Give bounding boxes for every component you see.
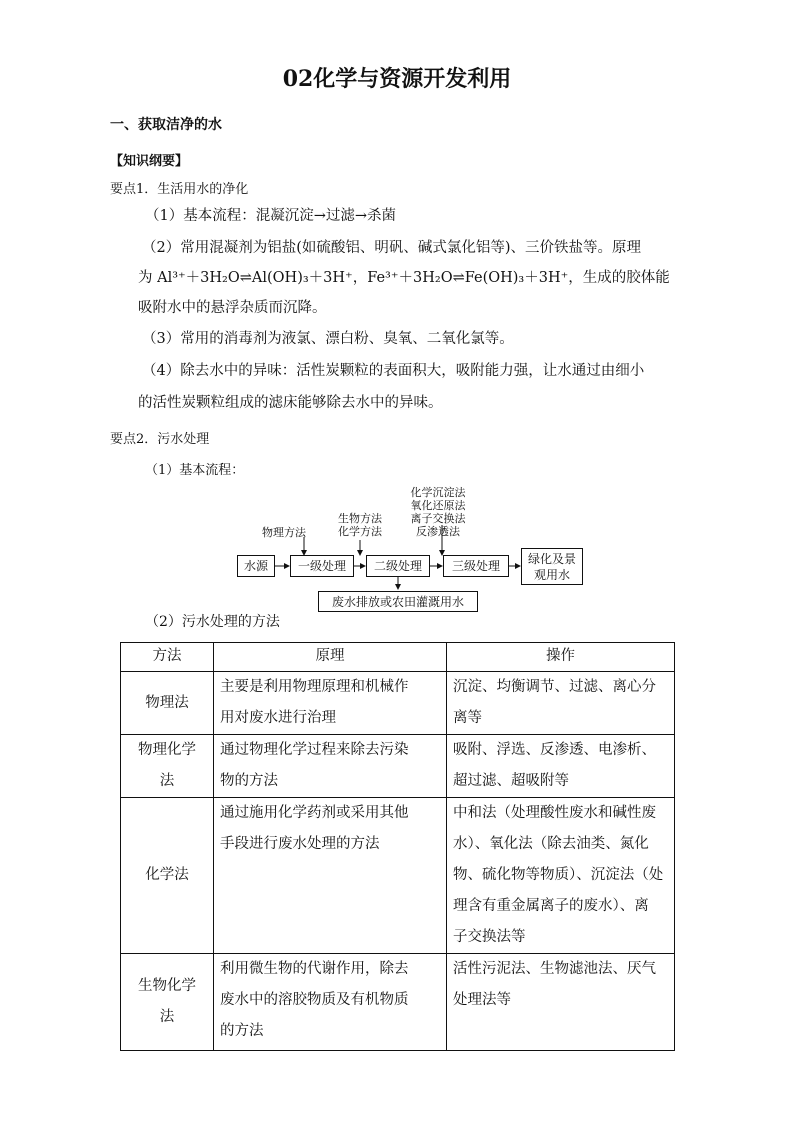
principle-line: 废水中的溶胶物质及有机物质 bbox=[220, 992, 409, 1008]
operation-line: 水）、氧化法（除去油类、氮化 bbox=[453, 836, 649, 852]
table-header-row bbox=[121, 643, 675, 672]
principle-line: 用对废水进行治理 bbox=[220, 710, 336, 726]
flow-label-precipitation: 化学沉淀法 bbox=[410, 486, 466, 499]
operation-line: 物、硫化物等物质）、沉淀法（处 bbox=[453, 867, 664, 883]
operation-cell bbox=[447, 798, 675, 954]
point2-heading: 要点2．污水处理 bbox=[110, 432, 210, 447]
point1-step2-line3: 吸附水中的悬浮杂质而沉降。 bbox=[138, 300, 327, 316]
point1-step2-line1: （2）常用混凝剂为铝盐(如硫酸铝、明矾、碱式氯化铝等)、三价铁盐等。原理 bbox=[142, 240, 642, 256]
method-line: 法 bbox=[159, 1009, 175, 1025]
operation-line: 子交换法等 bbox=[453, 929, 526, 945]
knowledge-outline-tag: 【知识纲要】 bbox=[110, 154, 189, 169]
method-line: 化学法 bbox=[145, 867, 189, 883]
table-row bbox=[121, 672, 675, 735]
operation-line: 处理法等 bbox=[453, 992, 511, 1008]
principle-cell bbox=[214, 954, 447, 1051]
flow-box-end-line2: 观用水 bbox=[533, 567, 570, 582]
principle-line: 物的方法 bbox=[220, 773, 278, 789]
flow-box-end-line1: 绿化及景 bbox=[527, 551, 576, 566]
method-line: 物理法 bbox=[145, 694, 189, 711]
section-heading: 一、获取洁净的水 bbox=[110, 117, 222, 133]
operation-line: 中和法（处理酸性废水和碱性废 bbox=[453, 805, 656, 821]
flow-label-bio: 生物方法 bbox=[338, 512, 382, 525]
operation-cell bbox=[447, 672, 675, 735]
flow-box-source: 水源 bbox=[237, 555, 275, 577]
header-method: 方法 bbox=[121, 643, 214, 672]
method-line: 法 bbox=[159, 773, 175, 789]
method-cell bbox=[121, 954, 214, 1051]
method-cell bbox=[121, 798, 214, 954]
principle-line: 利用微生物的代谢作用，除去 bbox=[220, 961, 409, 977]
point2-step1: （1）基本流程： bbox=[145, 463, 245, 478]
operation-cell bbox=[447, 954, 675, 1051]
point1-step4-line2: 的活性炭颗粒组成的滤床能够除去水中的异味。 bbox=[138, 395, 443, 411]
flow-label-ion-exchange: 离子交换法 bbox=[410, 512, 466, 525]
principle-cell bbox=[214, 735, 447, 798]
operation-line: 离等 bbox=[453, 710, 482, 726]
point1-step2-line2: 为 Al³⁺＋3H₂O⇌Al(OH)₃＋3H⁺，Fe³⁺＋3H₂O⇌Fe(OH)₃＋3H⁺，生成的胶体能 bbox=[138, 270, 670, 286]
operation-line: 吸附、浮选、反渗透、电渗析、 bbox=[453, 742, 656, 758]
principle-line: 手段进行废水处理的方法 bbox=[220, 836, 380, 852]
point1-step3: （3）常用的消毒剂为液氯、漂白粉、臭氧、二氧化氯等。 bbox=[142, 331, 514, 347]
principle-line: 的方法 bbox=[220, 1023, 264, 1039]
flow-label-methods bbox=[402, 486, 474, 538]
flow-label-chem: 化学方法 bbox=[338, 525, 382, 538]
method-cell bbox=[121, 672, 214, 735]
point1-step4-line1: （4）除去水中的异味：活性炭颗粒的表面积大，吸附能力强，让水通过由细小 bbox=[142, 363, 645, 379]
principle-cell bbox=[214, 798, 447, 954]
table-row bbox=[121, 954, 675, 1051]
point2-step2: （2）污水处理的方法 bbox=[145, 614, 280, 630]
principle-cell bbox=[214, 672, 447, 735]
flow-box-stage3: 三级处理 bbox=[443, 555, 509, 577]
method-line: 物理化学 bbox=[138, 742, 196, 758]
operation-cell bbox=[447, 735, 675, 798]
header-operation: 操作 bbox=[447, 643, 675, 672]
flow-box-stage1: 一级处理 bbox=[290, 555, 354, 577]
operation-line: 沉淀、均衡调节、过滤、离心分 bbox=[453, 679, 656, 695]
principle-line: 主要是利用物理原理和机械作 bbox=[220, 679, 409, 695]
methods-table bbox=[120, 642, 675, 1051]
table-row bbox=[121, 735, 675, 798]
flow-label-reverse-osmosis: 反渗透法 bbox=[416, 525, 460, 538]
page-title: 02化学与资源开发利用 bbox=[282, 66, 512, 92]
flow-box-discharge: 废水排放或农田灌溉用水 bbox=[318, 591, 478, 612]
header-principle: 原理 bbox=[214, 643, 447, 672]
operation-line: 超过滤、超吸附等 bbox=[453, 773, 569, 789]
point1-step1: （1）基本流程：混凝沉淀→过滤→杀菌 bbox=[145, 208, 397, 224]
method-line: 生物化学 bbox=[138, 978, 196, 994]
flow-label-physical: 物理方法 bbox=[262, 526, 306, 539]
flow-label-bio-chem bbox=[330, 512, 390, 538]
principle-line: 通过物理化学过程来除去污染 bbox=[220, 742, 409, 758]
principle-line: 通过施用化学药剂或采用其他 bbox=[220, 805, 409, 821]
flow-box-stage2: 二级处理 bbox=[366, 555, 430, 577]
operation-line: 理含有重金属离子的废水）、离 bbox=[453, 898, 649, 914]
method-cell bbox=[121, 735, 214, 798]
point1-heading: 要点1．生活用水的净化 bbox=[110, 182, 249, 197]
flow-label-redox: 氧化还原法 bbox=[410, 499, 466, 512]
table-row bbox=[121, 798, 675, 954]
flow-box-end bbox=[521, 548, 583, 585]
operation-line: 活性污泥法、生物滤池法、厌气 bbox=[453, 961, 656, 977]
